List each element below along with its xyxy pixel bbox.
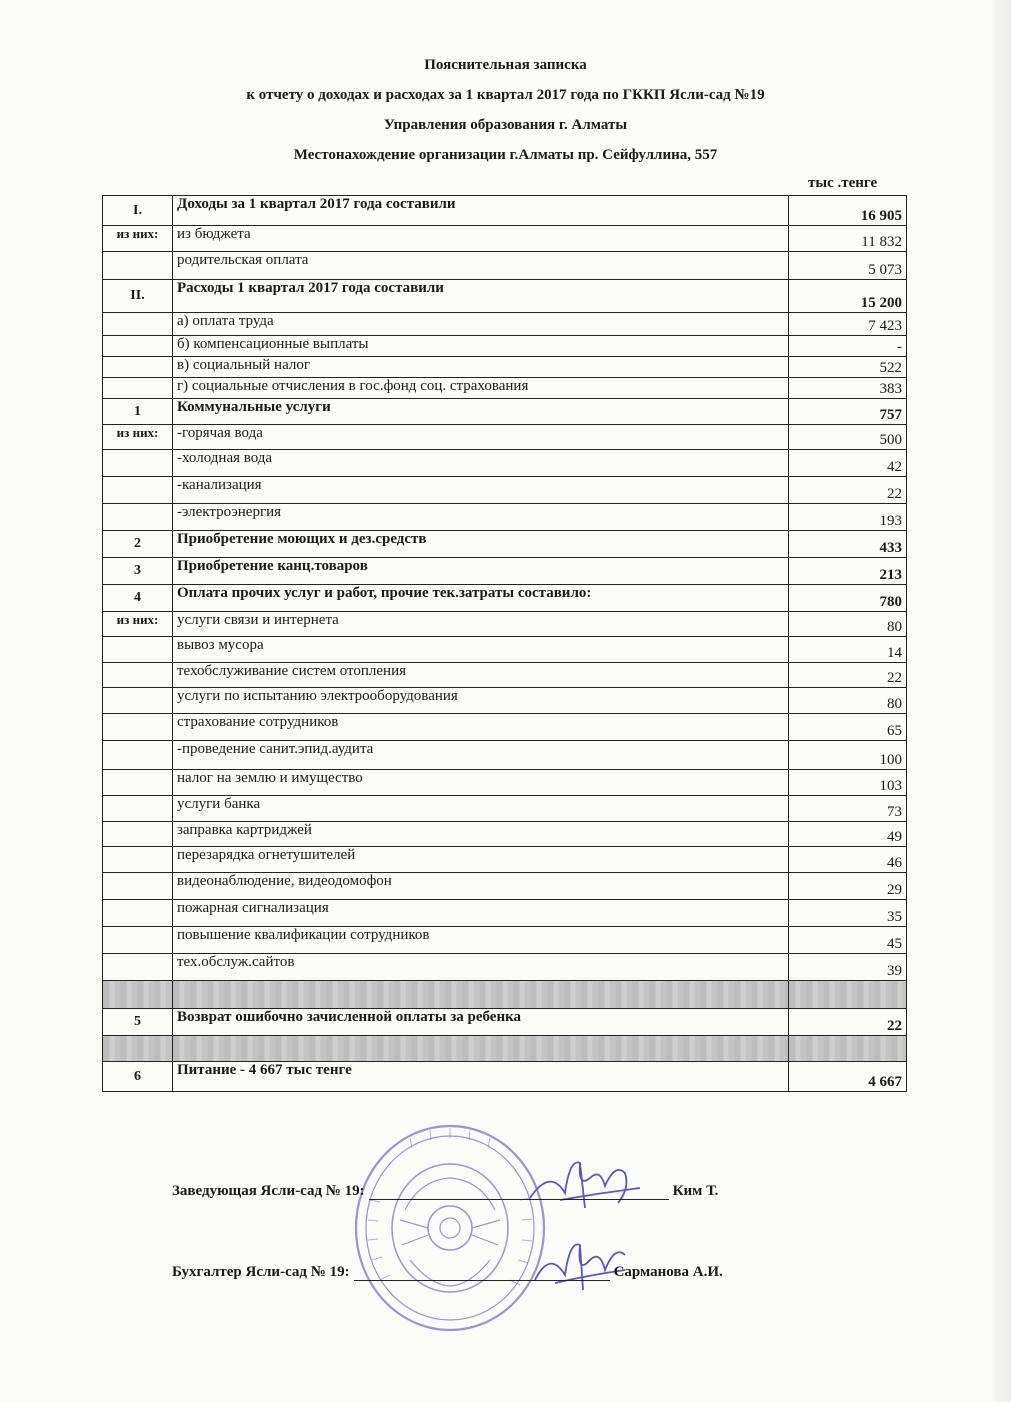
row-number-cell — [103, 927, 173, 954]
row-value-cell: 73 — [789, 796, 907, 822]
row-value-cell: 42 — [789, 450, 907, 477]
row-number-cell — [103, 900, 173, 927]
row-value-cell: 39 — [789, 954, 907, 981]
director-title: Заведующая Ясли-сад № 19: — [172, 1183, 365, 1199]
row-value-cell: 103 — [789, 770, 907, 796]
row-label-cell: Доходы за 1 квартал 2017 года составили — [173, 196, 789, 226]
page-edge — [993, 0, 1011, 1402]
row-value-cell: 35 — [789, 900, 907, 927]
row-label-cell: -проведение санит.эпид.аудита — [173, 741, 789, 770]
table-row — [103, 477, 907, 504]
table-row — [103, 196, 907, 226]
report-table — [102, 195, 907, 1092]
director-signature-row — [172, 1183, 718, 1200]
row-label-cell: заправка картриджей — [173, 822, 789, 847]
row-label-cell: -холодная вода — [173, 450, 789, 477]
row-label-cell: техобслуживание систем отопления — [173, 663, 789, 688]
row-value-cell: 16 905 — [789, 196, 907, 226]
row-number-cell: 6 — [103, 1062, 173, 1092]
row-value-cell: 500 — [789, 425, 907, 450]
row-number-cell: 5 — [103, 1009, 173, 1036]
row-value-cell: 11 832 — [789, 226, 907, 252]
row-label-cell: Оплата прочих услуг и работ, прочие тек.затраты составило: — [173, 585, 789, 612]
table-row — [103, 954, 907, 981]
row-number-cell — [103, 981, 173, 1009]
table-row — [103, 981, 907, 1009]
row-value-cell: 383 — [789, 378, 907, 399]
row-number-cell: I. — [103, 196, 173, 226]
row-value-cell: 780 — [789, 585, 907, 612]
row-number-cell — [103, 637, 173, 663]
doc-address: Местонахождение организации г.Алматы пр. Сейфуллина, 557 — [293, 147, 718, 163]
table-row — [103, 770, 907, 796]
row-number-cell — [103, 770, 173, 796]
row-number-cell — [103, 714, 173, 741]
row-value-cell: 46 — [789, 847, 907, 873]
table-row — [103, 450, 907, 477]
row-label-cell: б) компенсационные выплаты — [173, 336, 789, 357]
accountant-signature-line — [354, 1264, 610, 1281]
row-value-cell — [789, 1036, 907, 1062]
row-number-cell — [103, 252, 173, 280]
row-value-cell: 15 200 — [789, 280, 907, 313]
table-row — [103, 531, 907, 558]
row-number-cell — [103, 796, 173, 822]
table-row — [103, 425, 907, 450]
row-number-cell — [103, 873, 173, 900]
row-number-cell: из них: — [103, 226, 173, 252]
row-label-cell: услуги связи и интернета — [173, 612, 789, 637]
row-number-cell — [103, 954, 173, 981]
row-value-cell: 213 — [789, 558, 907, 585]
row-label-cell: в) социальный налог — [173, 357, 789, 378]
currency-unit: тыс .тенге — [808, 175, 878, 191]
row-value-cell: 14 — [789, 637, 907, 663]
row-number-cell: II. — [103, 280, 173, 313]
row-number-cell: 3 — [103, 558, 173, 585]
row-value-cell — [789, 981, 907, 1009]
row-label-cell: а) оплата труда — [173, 313, 789, 336]
row-number-cell — [103, 450, 173, 477]
table-row — [103, 612, 907, 637]
row-label-cell: Возврат ошибочно зачисленной оплаты за ребенка — [173, 1009, 789, 1036]
row-number-cell — [103, 741, 173, 770]
row-number-cell — [103, 357, 173, 378]
row-value-cell: 49 — [789, 822, 907, 847]
row-number-cell — [103, 663, 173, 688]
row-number-cell — [103, 336, 173, 357]
row-label-cell: перезарядка огнетушителей — [173, 847, 789, 873]
row-label-cell — [173, 981, 789, 1009]
table-row — [103, 637, 907, 663]
table-row — [103, 399, 907, 425]
row-number-cell — [103, 1036, 173, 1062]
table-row — [103, 1009, 907, 1036]
document-header — [0, 50, 1011, 170]
row-value-cell: 22 — [789, 1009, 907, 1036]
row-value-cell: 522 — [789, 357, 907, 378]
row-label-cell: услуги банка — [173, 796, 789, 822]
row-label-cell: Приобретение канц.товаров — [173, 558, 789, 585]
doc-title: Пояснительная записка — [424, 57, 587, 73]
row-label-cell: -канализация — [173, 477, 789, 504]
row-value-cell: 433 — [789, 531, 907, 558]
table-row — [103, 714, 907, 741]
row-value-cell: 193 — [789, 504, 907, 531]
table-row — [103, 585, 907, 612]
row-value-cell: 7 423 — [789, 313, 907, 336]
table-row — [103, 663, 907, 688]
row-label-cell: -горячая вода — [173, 425, 789, 450]
row-value-cell: 80 — [789, 688, 907, 714]
table-row — [103, 357, 907, 378]
table-row — [103, 252, 907, 280]
table-row — [103, 796, 907, 822]
table-row — [103, 873, 907, 900]
row-number-cell: из них: — [103, 425, 173, 450]
row-number-cell: 2 — [103, 531, 173, 558]
row-label-cell: Питание - 4 667 тыс тенге — [173, 1062, 789, 1092]
row-number-cell — [103, 378, 173, 399]
accountant-name: Сарманова А.И. — [613, 1264, 723, 1280]
row-value-cell: 22 — [789, 477, 907, 504]
row-value-cell: 100 — [789, 741, 907, 770]
row-number-cell — [103, 847, 173, 873]
table-row — [103, 558, 907, 585]
director-name: Ким Т. — [672, 1183, 719, 1199]
row-number-cell — [103, 688, 173, 714]
row-label-cell: -электроэнергия — [173, 504, 789, 531]
doc-department: Управления образования г. Алматы — [383, 117, 628, 133]
row-label-cell: услуги по испытанию электрооборудования — [173, 688, 789, 714]
row-label-cell: родительская оплата — [173, 252, 789, 280]
row-label-cell: налог на землю и имущество — [173, 770, 789, 796]
row-value-cell: 65 — [789, 714, 907, 741]
row-number-cell — [103, 504, 173, 531]
row-label-cell: вывоз мусора — [173, 637, 789, 663]
row-label-cell: страхование сотрудников — [173, 714, 789, 741]
row-label-cell — [173, 1036, 789, 1062]
table-row — [103, 313, 907, 336]
row-number-cell — [103, 822, 173, 847]
accountant-signature-row — [172, 1264, 723, 1281]
table-row — [103, 927, 907, 954]
row-label-cell: повышение квалификации сотрудников — [173, 927, 789, 954]
row-label-cell: Коммунальные услуги — [173, 399, 789, 425]
table-row — [103, 822, 907, 847]
row-label-cell: видеонаблюдение, видеодомофон — [173, 873, 789, 900]
row-number-cell — [103, 313, 173, 336]
director-signature-line — [369, 1183, 669, 1200]
row-label-cell: из бюджета — [173, 226, 789, 252]
row-value-cell: 80 — [789, 612, 907, 637]
row-value-cell: 45 — [789, 927, 907, 954]
row-label-cell: Расходы 1 квартал 2017 года составили — [173, 280, 789, 313]
row-value-cell: 29 — [789, 873, 907, 900]
row-label-cell: пожарная сигнализация — [173, 900, 789, 927]
table-row — [103, 688, 907, 714]
table-row — [103, 1062, 907, 1092]
row-value-cell: - — [789, 336, 907, 357]
table-row — [103, 378, 907, 399]
doc-subtitle: к отчету о доходах и расходах за 1 квартал 2017 года по ГККП Ясли-сад №19 — [246, 87, 765, 103]
accountant-signature-icon — [525, 1225, 635, 1295]
row-label-cell: Приобретение моющих и дез.средств — [173, 531, 789, 558]
table-row — [103, 226, 907, 252]
row-number-cell — [103, 477, 173, 504]
table-row — [103, 900, 907, 927]
row-number-cell: 4 — [103, 585, 173, 612]
row-value-cell: 5 073 — [789, 252, 907, 280]
table-row — [103, 847, 907, 873]
row-number-cell: 1 — [103, 399, 173, 425]
row-number-cell: из них: — [103, 612, 173, 637]
table-row — [103, 336, 907, 357]
table-row — [103, 1036, 907, 1062]
table-row — [103, 280, 907, 313]
row-value-cell: 22 — [789, 663, 907, 688]
row-label-cell: тех.обслуж.сайтов — [173, 954, 789, 981]
row-value-cell: 4 667 — [789, 1062, 907, 1092]
row-label-cell: г) социальные отчисления в гос.фонд соц. страхования — [173, 378, 789, 399]
table-row — [103, 504, 907, 531]
row-value-cell: 757 — [789, 399, 907, 425]
table-row — [103, 741, 907, 770]
accountant-title: Бухгалтер Ясли-сад № 19: — [172, 1264, 350, 1280]
